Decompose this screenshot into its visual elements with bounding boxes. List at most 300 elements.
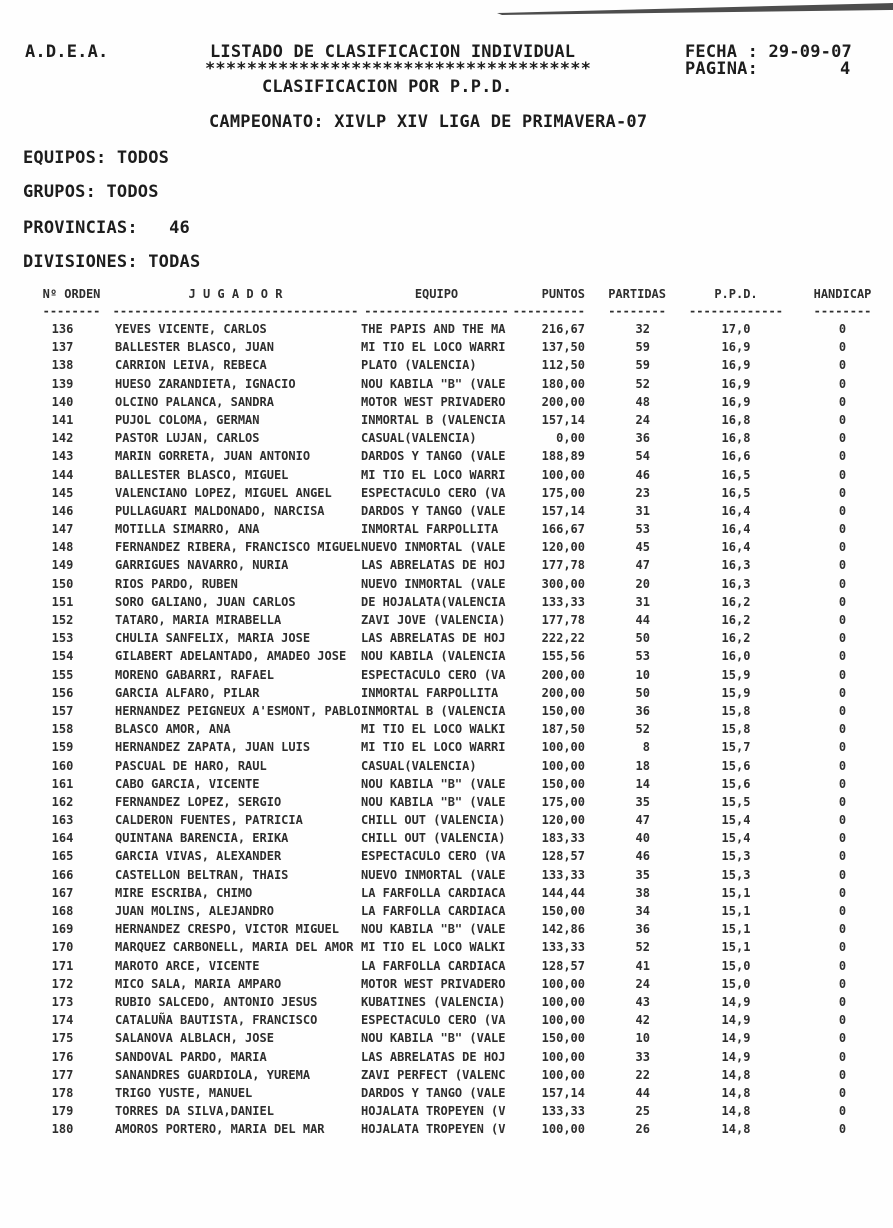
table-row [25, 556, 885, 574]
table-row [25, 466, 885, 484]
cell-orden: 142 [51, 431, 74, 446]
cell-jugador: PASCUAL DE HARO, RAUL [115, 758, 267, 773]
cell-orden: 157 [51, 703, 74, 718]
cell-orden: 141 [51, 412, 74, 427]
cell-equipo: NOU KABILA "B" (VALE [361, 776, 506, 791]
cell-orden: 163 [51, 813, 74, 828]
cell-orden: 153 [51, 631, 74, 646]
cell-ppd: 16,4 [721, 503, 751, 518]
cell-partidas: 32 [635, 322, 650, 336]
cell-puntos: 157,14 [541, 1085, 585, 1100]
cell-handicap: 0 [838, 503, 847, 518]
cell-orden: 172 [51, 976, 74, 991]
cell-orden: 174 [51, 1013, 74, 1028]
cell-ppd: 15,1 [721, 885, 751, 900]
table-row [25, 1120, 885, 1138]
cell-orden: 140 [51, 394, 74, 409]
cell-handicap: 0 [838, 794, 847, 809]
underline-handicap: -------- [813, 304, 872, 318]
cell-partidas: 44 [635, 613, 650, 627]
cell-puntos: 128,57 [541, 958, 585, 973]
cell-partidas: 52 [635, 376, 650, 391]
cell-partidas: 22 [635, 1067, 650, 1082]
cell-orden: 152 [51, 613, 74, 627]
cell-jugador: SALANOVA ALBLACH, JOSE [115, 1031, 274, 1046]
cell-puntos: 100,00 [541, 758, 585, 773]
table-row [25, 375, 885, 393]
cell-equipo: ZAVI PERFECT (VALENC [361, 1067, 506, 1082]
cell-jugador: MARIN GORRETA, JUAN ANTONIO [115, 449, 311, 464]
cell-ppd: 16,6 [721, 449, 751, 464]
table-row [25, 920, 885, 938]
underline-partidas: -------- [608, 304, 666, 318]
cell-ppd: 15,1 [721, 904, 751, 918]
table-row [25, 847, 885, 865]
cell-ppd: 17,0 [721, 322, 751, 336]
cell-ppd: 16,9 [721, 394, 751, 409]
cell-partidas: 36 [635, 922, 650, 937]
cell-orden: 149 [51, 558, 74, 573]
cell-orden: 169 [51, 922, 74, 937]
cell-jugador: GARCIA VIVAS, ALEXANDER [115, 849, 282, 864]
cell-orden: 145 [51, 485, 74, 500]
cell-partidas: 50 [635, 685, 650, 700]
fecha-label: FECHA : [685, 42, 759, 62]
cell-jugador: MOTILLA SIMARRO, ANA [115, 522, 260, 537]
filter-provincias: PROVINCIAS: 46 [23, 218, 190, 238]
cell-orden: 161 [51, 776, 74, 791]
cell-equipo: MI TIO EL LOCO WARRI [361, 467, 506, 482]
cell-ppd: 16,9 [721, 358, 751, 373]
cell-jugador: CATALUÑA BAUTISTA, FRANCISCO [115, 1013, 318, 1028]
cell-equipo: THE PAPIS AND THE MA [361, 322, 506, 336]
cell-orden: 137 [51, 340, 74, 355]
underline-jugador: ---------------------------------- [112, 304, 359, 318]
cell-equipo: LAS ABRELATAS DE HOJ [361, 1049, 506, 1064]
column-header-handicap: HANDICAP [813, 287, 872, 301]
cell-jugador: MORENO GABARRI, RAFAEL [115, 667, 274, 682]
cell-orden: 139 [51, 376, 74, 391]
cell-partidas: 25 [635, 1104, 650, 1119]
cell-handicap: 0 [838, 758, 847, 773]
cell-ppd: 14,9 [721, 1049, 751, 1064]
cell-ppd: 16,3 [721, 576, 751, 591]
cell-ppd: 15,6 [721, 758, 751, 773]
cell-puntos: 100,00 [541, 740, 585, 755]
cell-equipo: INMORTAL B (VALENCIA [361, 412, 506, 427]
cell-handicap: 0 [838, 649, 847, 664]
cell-equipo: NUEVO INMORTAL (VALE [361, 576, 506, 591]
cell-handicap: 0 [838, 522, 847, 537]
cell-jugador: TORRES DA SILVA,DANIEL [115, 1104, 274, 1119]
cell-puntos: 200,00 [541, 667, 585, 682]
cell-orden: 173 [51, 994, 74, 1009]
table-row [25, 1011, 885, 1029]
cell-equipo: DARDOS Y TANGO (VALE [361, 503, 506, 518]
cell-ppd: 15,4 [721, 831, 751, 846]
cell-orden: 160 [51, 758, 74, 773]
column-header-puntos: PUNTOS [541, 287, 585, 301]
cell-partidas: 18 [635, 758, 650, 773]
cell-jugador: VALENCIANO LOPEZ, MIGUEL ANGEL [115, 485, 332, 500]
cell-handicap: 0 [838, 613, 847, 627]
cell-orden: 168 [51, 904, 74, 918]
cell-handicap: 0 [838, 467, 847, 482]
cell-equipo: LAS ABRELATAS DE HOJ [361, 631, 506, 646]
cell-handicap: 0 [838, 703, 847, 718]
column-header-jugador: J U G A D O R [188, 287, 283, 301]
table-row [25, 884, 885, 902]
cell-handicap: 0 [838, 813, 847, 828]
cell-puntos: 157,14 [541, 412, 585, 427]
cell-jugador: RUBIO SALCEDO, ANTONIO JESUS [115, 994, 318, 1009]
cell-handicap: 0 [838, 340, 847, 355]
cell-handicap: 0 [838, 849, 847, 864]
table-row [25, 666, 885, 684]
cell-handicap: 0 [838, 958, 847, 973]
cell-orden: 147 [51, 522, 74, 537]
table-row [25, 575, 885, 593]
cell-equipo: ESPECTACULO CERO (VA [361, 1013, 506, 1028]
table-row [25, 738, 885, 756]
cell-ppd: 16,4 [721, 540, 751, 555]
cell-jugador: MIRE ESCRIBA, CHIMO [115, 885, 253, 900]
cell-equipo: LA FARFOLLA CARDIACA [361, 885, 506, 900]
cell-ppd: 16,2 [721, 613, 751, 627]
cell-jugador: CHULIA SANFELIX, MARIA JOSE [115, 631, 311, 646]
table-row [25, 538, 885, 556]
cell-jugador: HUESO ZARANDIETA, IGNACIO [115, 376, 296, 391]
cell-orden: 165 [51, 849, 74, 864]
cell-handicap: 0 [838, 412, 847, 427]
cell-orden: 171 [51, 958, 74, 973]
table-row [25, 957, 885, 975]
cell-ppd: 15,8 [721, 722, 751, 737]
table-row [25, 938, 885, 956]
cell-ppd: 14,8 [721, 1122, 751, 1137]
table-row [25, 811, 885, 829]
table-row [25, 702, 885, 720]
cell-puntos: 100,00 [541, 994, 585, 1009]
cell-handicap: 0 [838, 885, 847, 900]
table-row [25, 338, 885, 356]
cell-handicap: 0 [838, 867, 847, 882]
cell-ppd: 16,8 [721, 412, 751, 427]
cell-jugador: SORO GALIANO, JUAN CARLOS [115, 594, 296, 609]
table-row [25, 1029, 885, 1047]
cell-orden: 170 [51, 940, 74, 955]
cell-puntos: 144,44 [541, 885, 585, 900]
cell-orden: 159 [51, 740, 74, 755]
cell-partidas: 40 [635, 831, 650, 846]
cell-equipo: MI TIO EL LOCO WARRI [361, 340, 506, 355]
cell-puntos: 133,33 [541, 1104, 585, 1119]
cell-ppd: 14,9 [721, 1013, 751, 1028]
cell-puntos: 188,89 [541, 449, 585, 464]
cell-jugador: TATARO, MARIA MIRABELLA [115, 613, 282, 627]
cell-orden: 166 [51, 867, 74, 882]
cell-ppd: 14,9 [721, 1031, 751, 1046]
cell-equipo: NOU KABILA "B" (VALE [361, 794, 506, 809]
cell-handicap: 0 [838, 1013, 847, 1028]
cell-handicap: 0 [838, 594, 847, 609]
table-row [25, 611, 885, 629]
cell-puntos: 175,00 [541, 485, 585, 500]
cell-handicap: 0 [838, 831, 847, 846]
cell-orden: 155 [51, 667, 74, 682]
cell-puntos: 120,00 [541, 813, 585, 828]
cell-orden: 143 [51, 449, 74, 464]
cell-jugador: BALLESTER BLASCO, JUAN [115, 340, 274, 355]
cell-partidas: 42 [635, 1013, 650, 1028]
cell-partidas: 41 [635, 958, 650, 973]
cell-orden: 179 [51, 1104, 74, 1119]
cell-orden: 144 [51, 467, 74, 482]
cell-equipo: NOU KABILA "B" (VALE [361, 922, 506, 937]
cell-orden: 156 [51, 685, 74, 700]
cell-ppd: 15,6 [721, 776, 751, 791]
cell-puntos: 200,00 [541, 685, 585, 700]
cell-jugador: CASTELLON BELTRAN, THAIS [115, 867, 289, 882]
cell-partidas: 47 [635, 558, 650, 573]
table-row [25, 775, 885, 793]
cell-ppd: 16,5 [721, 467, 751, 482]
cell-puntos: 183,33 [541, 831, 585, 846]
cell-ppd: 14,8 [721, 1085, 751, 1100]
cell-handicap: 0 [838, 540, 847, 555]
cell-puntos: 133,33 [541, 867, 585, 882]
cell-jugador: JUAN MOLINS, ALEJANDRO [115, 904, 274, 918]
cell-puntos: 180,00 [541, 376, 585, 391]
table-row [25, 902, 885, 920]
cell-ppd: 15,0 [721, 958, 751, 973]
cell-puntos: 300,00 [541, 576, 585, 591]
cell-partidas: 26 [635, 1122, 650, 1137]
table-row [25, 593, 885, 611]
cell-partidas: 24 [635, 976, 650, 991]
cell-ppd: 15,9 [721, 667, 751, 682]
table-header-underline-row [25, 302, 885, 320]
cell-puntos: 100,00 [541, 1067, 585, 1082]
cell-equipo: MOTOR WEST PRIVADERO [361, 394, 506, 409]
cell-orden: 175 [51, 1031, 74, 1046]
cell-partidas: 38 [635, 885, 650, 900]
cell-puntos: 150,00 [541, 904, 585, 918]
cell-jugador: SANDOVAL PARDO, MARIA [115, 1049, 267, 1064]
cell-puntos: 100,00 [541, 1049, 585, 1064]
cell-partidas: 35 [635, 867, 650, 882]
cell-handicap: 0 [838, 322, 847, 336]
cell-partidas: 36 [635, 703, 650, 718]
cell-equipo: PLATO (VALENCIA) [361, 358, 477, 373]
cell-puntos: 120,00 [541, 540, 585, 555]
cell-partidas: 24 [635, 412, 650, 427]
cell-puntos: 128,57 [541, 849, 585, 864]
cell-puntos: 100,00 [541, 976, 585, 991]
cell-partidas: 8 [642, 740, 650, 755]
cell-ppd: 15,9 [721, 685, 751, 700]
cell-jugador: HERNANDEZ PEIGNEUX A'ESMONT, PABLO [115, 703, 361, 718]
cell-puntos: 177,78 [541, 613, 585, 627]
cell-partidas: 50 [635, 631, 650, 646]
cell-handicap: 0 [838, 1085, 847, 1100]
cell-orden: 148 [51, 540, 74, 555]
cell-puntos: 112,50 [541, 358, 585, 373]
cell-ppd: 16,9 [721, 376, 751, 391]
cell-equipo: HOJALATA TROPEYEN (V [361, 1122, 506, 1137]
cell-partidas: 48 [635, 394, 650, 409]
cell-orden: 136 [51, 322, 74, 336]
table-row [25, 684, 885, 702]
table-row [25, 484, 885, 502]
cell-handicap: 0 [838, 1049, 847, 1064]
cell-ppd: 16,0 [721, 649, 751, 664]
cell-jugador: HERNANDEZ ZAPATA, JUAN LUIS [115, 740, 311, 755]
cell-partidas: 45 [635, 540, 650, 555]
cell-equipo: MOTOR WEST PRIVADERO [361, 976, 506, 991]
table-row [25, 757, 885, 775]
underline-ppd: ------------- [689, 304, 783, 318]
cell-jugador: TRIGO YUSTE, MANUEL [115, 1085, 253, 1100]
table-row [25, 866, 885, 884]
cell-orden: 164 [51, 831, 74, 846]
cell-handicap: 0 [838, 976, 847, 991]
cell-puntos: 157,14 [541, 503, 585, 518]
column-header-orden: Nº ORDEN [42, 287, 101, 301]
cell-partidas: 47 [635, 813, 650, 828]
table-row [25, 1102, 885, 1120]
cell-jugador: MAROTO ARCE, VICENTE [115, 958, 260, 973]
cell-equipo: NUEVO INMORTAL (VALE [361, 540, 506, 555]
cell-handicap: 0 [838, 558, 847, 573]
table-row [25, 320, 885, 338]
cell-handicap: 0 [838, 740, 847, 755]
cell-handicap: 0 [838, 358, 847, 373]
cell-partidas: 46 [635, 849, 650, 864]
table-row [25, 1048, 885, 1066]
cell-handicap: 0 [838, 376, 847, 391]
cell-puntos: 133,33 [541, 594, 585, 609]
cell-ppd: 15,3 [721, 867, 751, 882]
cell-jugador: CALDERON FUENTES, PATRICIA [115, 813, 303, 828]
cell-partidas: 54 [635, 449, 650, 464]
cell-ppd: 16,9 [721, 340, 751, 355]
underline-equipo: -------------------- [364, 304, 509, 318]
cell-puntos: 100,00 [541, 1122, 585, 1137]
cell-equipo: ESPECTACULO CERO (VA [361, 849, 506, 864]
cell-partidas: 10 [635, 667, 650, 682]
table-row [25, 393, 885, 411]
table-row [25, 411, 885, 429]
cell-handicap: 0 [838, 1104, 847, 1119]
cell-jugador: FERNANDEZ RIBERA, FRANCISCO MIGUEL [115, 540, 361, 555]
table-row [25, 356, 885, 374]
cell-equipo: NUEVO INMORTAL (VALE [361, 867, 506, 882]
cell-ppd: 15,3 [721, 849, 751, 864]
pagina-value: 4 [840, 59, 851, 79]
cell-handicap: 0 [838, 1067, 847, 1082]
cell-ppd: 16,8 [721, 431, 751, 446]
cell-partidas: 23 [635, 485, 650, 500]
cell-ppd: 14,8 [721, 1104, 751, 1119]
cell-ppd: 15,7 [721, 740, 751, 755]
cell-orden: 162 [51, 794, 74, 809]
cell-partidas: 43 [635, 994, 650, 1009]
table-row [25, 429, 885, 447]
cell-jugador: YEVES VICENTE, CARLOS [115, 322, 267, 336]
table-row [25, 629, 885, 647]
cell-partidas: 59 [635, 358, 650, 373]
cell-jugador: GARCIA ALFARO, PILAR [115, 685, 260, 700]
table-row [25, 502, 885, 520]
cell-handicap: 0 [838, 722, 847, 737]
cell-partidas: 44 [635, 1085, 650, 1100]
table-row [25, 993, 885, 1011]
cell-handicap: 0 [838, 631, 847, 646]
cell-partidas: 14 [635, 776, 650, 791]
cell-ppd: 16,2 [721, 631, 751, 646]
table-row [25, 1084, 885, 1102]
cell-orden: 150 [51, 576, 74, 591]
report-subtitle: CLASIFICACION POR P.P.D. [262, 77, 513, 97]
cell-orden: 167 [51, 885, 74, 900]
filter-equipos: EQUIPOS: TODOS [23, 148, 170, 168]
table-body [25, 320, 885, 1138]
cell-equipo: MI TIO EL LOCO WARRI [361, 740, 506, 755]
cell-puntos: 200,00 [541, 394, 585, 409]
cell-equipo: ESPECTACULO CERO (VA [361, 485, 506, 500]
cell-jugador: BLASCO AMOR, ANA [115, 722, 231, 737]
cell-equipo: CASUAL(VALENCIA) [361, 758, 477, 773]
fecha-value: 29-09-07 [768, 42, 852, 62]
page-title: LISTADO DE CLASIFICACION INDIVIDUAL [210, 42, 576, 62]
cell-partidas: 10 [635, 1031, 650, 1046]
cell-puntos: 216,67 [541, 322, 585, 336]
cell-handicap: 0 [838, 485, 847, 500]
cell-jugador: PASTOR LUJAN, CARLOS [115, 431, 260, 446]
cell-ppd: 16,4 [721, 522, 751, 537]
cell-equipo: CASUAL(VALENCIA) [361, 431, 477, 446]
cell-jugador: HERNANDEZ CRESPO, VICTOR MIGUEL [115, 922, 339, 937]
cell-jugador: CABO GARCIA, VICENTE [115, 776, 260, 791]
cell-jugador: SANANDRES GUARDIOLA, YUREMA [115, 1067, 311, 1082]
scan-artifact-line [0, 0, 893, 22]
table-row [25, 447, 885, 465]
cell-equipo: ZAVI JOVE (VALENCIA) [361, 613, 506, 627]
cell-orden: 158 [51, 722, 74, 737]
cell-puntos: 177,78 [541, 558, 585, 573]
cell-orden: 177 [51, 1067, 74, 1082]
pagina-label: PAGINA: [685, 59, 759, 79]
cell-handicap: 0 [838, 1031, 847, 1046]
cell-equipo: NOU KABILA "B" (VALE [361, 1031, 506, 1046]
cell-handicap: 0 [838, 940, 847, 955]
cell-partidas: 52 [635, 940, 650, 955]
campeonato-line: CAMPEONATO: XIVLP XIV LIGA DE PRIMAVERA-07 [209, 112, 648, 132]
column-header-equipo: EQUIPO [414, 287, 459, 301]
table-row [25, 829, 885, 847]
cell-orden: 154 [51, 649, 74, 664]
cell-partidas: 46 [635, 467, 650, 482]
cell-ppd: 15,5 [721, 794, 751, 809]
cell-orden: 180 [51, 1122, 74, 1137]
cell-equipo: ESPECTACULO CERO (VA [361, 667, 506, 682]
cell-puntos: 150,00 [541, 703, 585, 718]
cell-handicap: 0 [838, 576, 847, 591]
column-header-partidas: PARTIDAS [608, 287, 666, 301]
cell-jugador: QUINTANA BARENCIA, ERIKA [115, 831, 289, 846]
cell-equipo: MI TIO EL LOCO WALKI [361, 940, 506, 955]
